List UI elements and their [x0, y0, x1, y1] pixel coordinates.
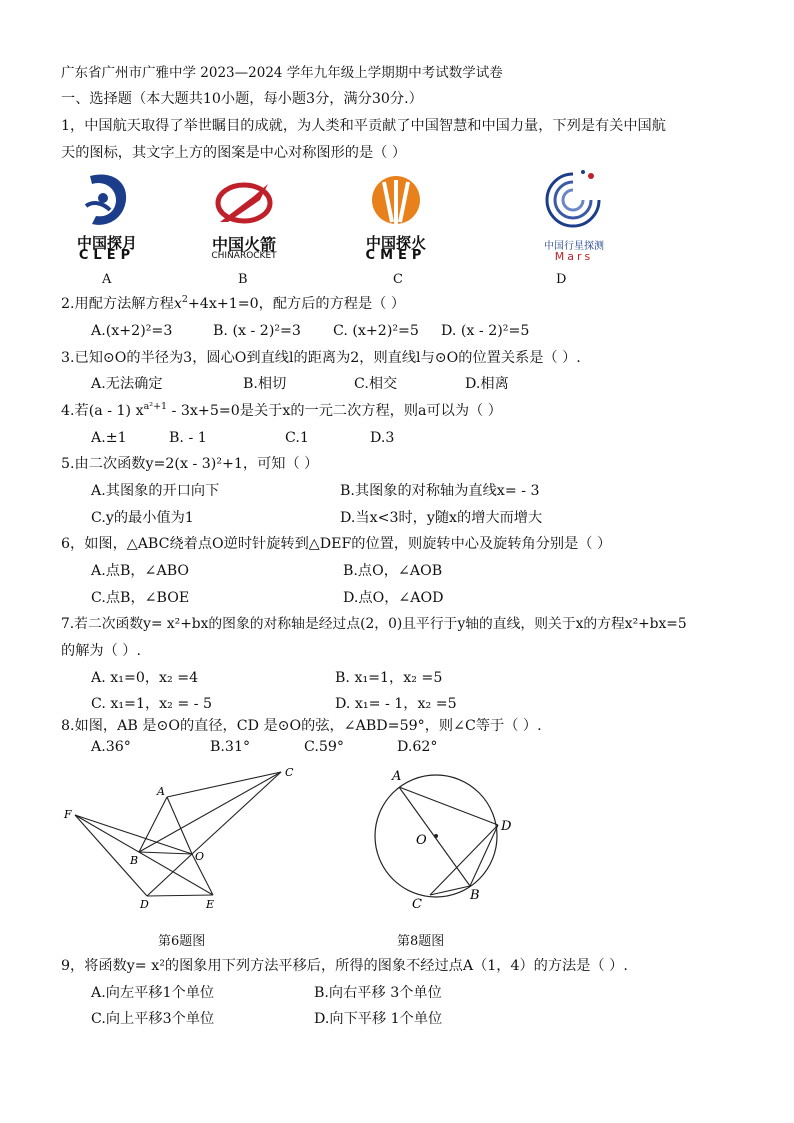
q5-option-b: B.其图象的对称轴为直线x= - 3 — [340, 483, 540, 499]
q8-option-c: C.59° — [304, 739, 345, 755]
q4-option-c: C.1 — [285, 430, 309, 446]
q4-option-d: D.3 — [370, 430, 395, 446]
fig6-label-f: F — [64, 808, 72, 821]
q9-option-c: C.向上平移3个单位 — [91, 1011, 215, 1027]
fig8-label-o: O — [416, 833, 427, 848]
exam-title: 广东省广州市广雅中学 2023—2024 学年九年级上学期期中考试数学试卷 — [61, 65, 503, 81]
logo-a-en: CLEP — [78, 248, 136, 263]
cmep-logo-icon — [370, 172, 422, 228]
q5-stem: 5.由二次函数y=2(x - 3)²+1，可知（ ） — [61, 456, 319, 472]
q3-option-d: D.相离 — [465, 376, 509, 392]
q2-option-d: D. (x - 2)²=5 — [441, 323, 530, 339]
fig8-label-c: C — [412, 897, 422, 912]
q1-stem-line1: 1，中国航天取得了举世瞩目的成就，为人类和平贡献了中国智慧和中国力量，下列是有关中国航 — [61, 118, 666, 134]
fig6-caption: 第6题图 — [158, 934, 206, 949]
option-b-label: B — [238, 272, 248, 287]
fig6-label-e: E — [206, 898, 215, 911]
q2-option-a: A.(x+2)²=3 — [91, 323, 173, 339]
q2-stem: 2.用配方法解方程$x^2+4x+1=0$，配方后的方程是（ ） — [61, 294, 406, 312]
q5-option-c: C.y的最小值为1 — [91, 510, 194, 526]
q2-option-b: B. (x - 2)²=3 — [213, 323, 301, 339]
fig6-label-d: D — [140, 898, 149, 911]
option-a-label: A — [102, 272, 112, 287]
fig6-label-a: A — [157, 785, 165, 798]
section-heading: 一、选择题（本大题共10小题，每小题3分，满分30分.） — [61, 91, 423, 107]
q6-option-d: D.点O，∠AOD — [343, 590, 444, 606]
logo-c-en: CMEP — [365, 248, 427, 263]
q6-option-c: C.点B，∠BOE — [91, 590, 190, 606]
q8-stem: 8.如图，AB 是⊙O的直径，CD 是⊙O的弦，∠ABD=59°，则∠C等于（ ）. — [61, 718, 542, 734]
q6-option-a: A.点B，∠ABO — [91, 563, 190, 579]
q8-option-a: A.36° — [91, 739, 131, 755]
mars-logo-icon — [543, 166, 603, 234]
q7-option-d: D. x₁= - 1，x₂ =5 — [335, 696, 457, 712]
q7-option-c: C. x₁=1，x₂ = - 5 — [91, 696, 213, 712]
fig8-label-a: A — [392, 769, 402, 784]
q7-stem-line2: 的解为（ ）. — [61, 643, 141, 659]
logo-d-en: Mars — [554, 250, 594, 263]
q9-stem: 9，将函数y= x²的图象用下列方法平移后，所得的图象不经过点A（1，4）的方法是（ ）. — [61, 958, 628, 974]
logo-b-cn: 中国火箭 — [211, 235, 276, 254]
fig6-label-o: O — [195, 850, 205, 863]
q4-stem: 4.若(a - 1) $x^{a^2+1} - 3x+5=0$是关于x的一元二次方程，则a可以为（ ） — [61, 401, 502, 419]
q7-stem-line1: 7.若二次函数y= x²+bx的图象的对称轴是经过点(2，0)且平行于y轴的直线，则关于x的方程x²+bx=5 — [61, 616, 687, 632]
q8-figure — [360, 760, 530, 920]
logo-d-cn: 中国行星探测 — [544, 241, 604, 252]
q3-stem: 3.已知⊙O的半径为3，圆心O到直线l的距离为2，则直线l与⊙O的位置关系是（ ）. — [61, 350, 581, 366]
fig8-caption: 第8题图 — [397, 934, 445, 949]
q6-figure — [60, 760, 300, 920]
q3-option-a: A.无法确定 — [91, 376, 163, 392]
fig8-label-b: B — [470, 888, 480, 903]
q7-option-b: B. x₁=1，x₂ =5 — [335, 670, 443, 686]
q5-option-a: A.其图象的开口向下 — [91, 483, 220, 499]
logo-a-cn: 中国探月 — [76, 234, 137, 252]
q5-option-d: D.当x<3时，y随x的增大而增大 — [340, 510, 543, 526]
q4-option-a: A.±1 — [91, 430, 127, 446]
q4-option-b: B. - 1 — [169, 430, 207, 446]
q6-option-b: B.点O，∠AOB — [343, 563, 443, 579]
q8-option-d: D.62° — [397, 739, 438, 755]
logo-c-cn: 中国探火 — [365, 234, 426, 252]
q9-option-a: A.向左平移1个单位 — [91, 985, 215, 1001]
q6-stem: 6，如图，△ABC绕着点O逆时针旋转到△DEF的位置，则旋转中心及旋转角分别是（ ） — [61, 536, 612, 552]
q8-option-b: B.31° — [210, 739, 251, 755]
q1-stem-line2: 天的图标，其文字上方的图案是中心对称图形的是（ ） — [61, 145, 407, 161]
option-c-label: C — [393, 272, 403, 287]
q2-option-c: C. (x+2)²=5 — [333, 323, 419, 339]
q9-option-d: D.向下平移 1个单位 — [314, 1011, 443, 1027]
logo-b-en: CHINAROCKET — [211, 251, 277, 261]
option-d-label: D — [556, 272, 567, 287]
q7-option-a: A. x₁=0，x₂ =4 — [91, 670, 199, 686]
q3-option-b: B.相切 — [243, 376, 287, 392]
fig6-label-b: B — [130, 854, 139, 867]
q3-option-c: C.相交 — [354, 376, 398, 392]
q9-option-b: B.向右平移 3个单位 — [314, 985, 442, 1001]
china-rocket-logo-icon — [214, 182, 274, 224]
clep-logo-icon — [82, 170, 132, 232]
fig8-label-d: D — [501, 819, 512, 834]
fig6-label-c: C — [285, 766, 294, 779]
